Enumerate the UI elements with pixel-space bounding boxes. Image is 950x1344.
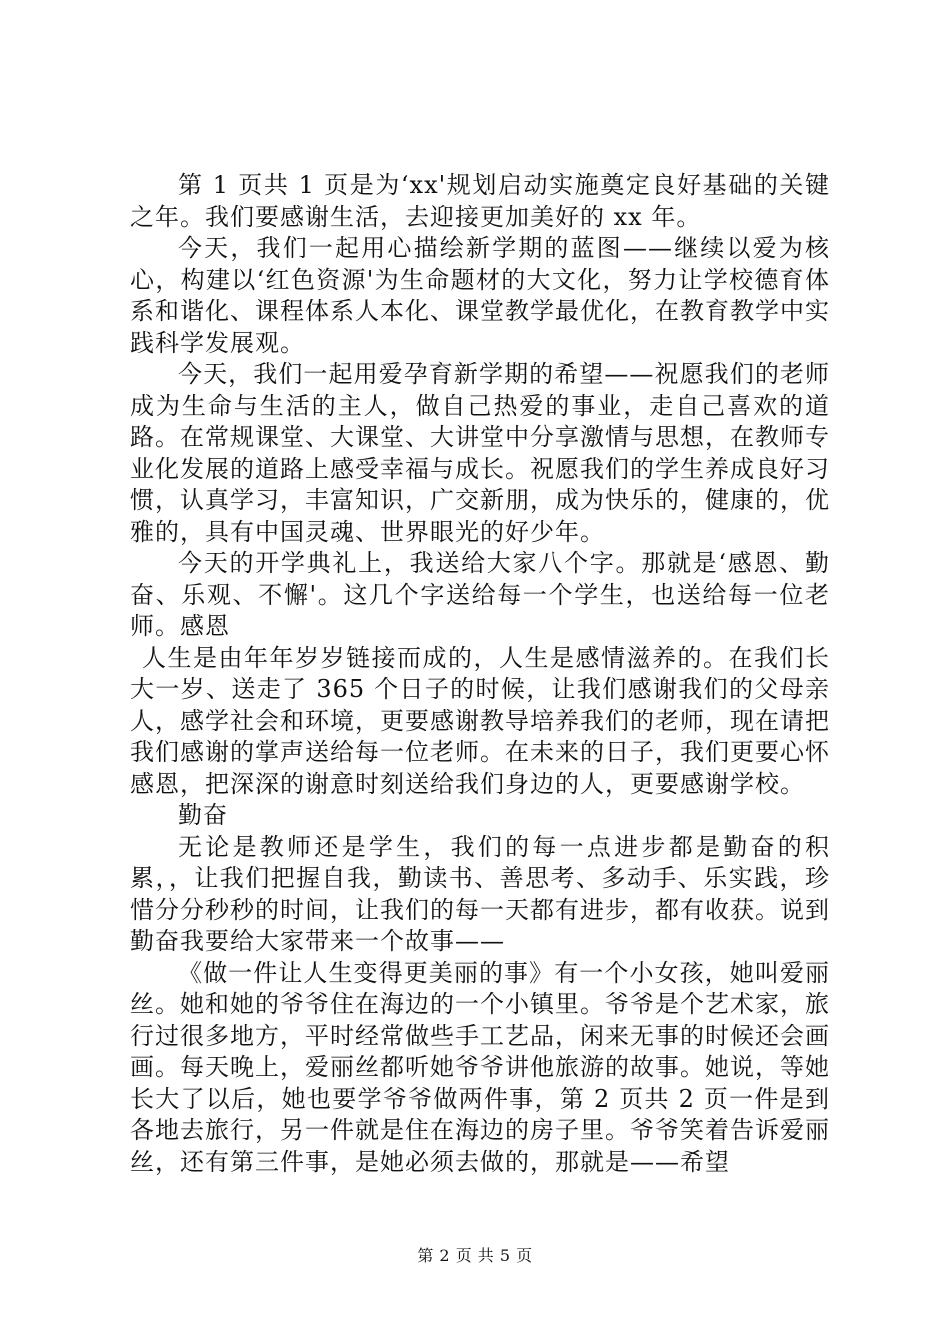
heading-diligence: 勤奋: [178, 801, 228, 829]
paragraph-intro: 第 1 页共 1 页是为‘xx'规划启动实施奠定良好基础的关键之年。我们要感谢生活，去迎接更加美好的 xx 年。: [130, 171, 830, 231]
paragraph-hope: 今天，我们一起用爱孕育新学期的希望——祝愿我们的老师成为生命与生活的主人，做自己热爱的事业，走自己喜欢的道路。在常规课堂、大课堂、大讲堂中分享激情与思想，在教师专业化发展的道路上感受幸福与成长。祝愿我们的学生养成良好习惯，认真学习，丰富知识，广交新朋，成为快乐的，健康的，优雅的，具有中国灵魂、世界眼光的好少年。: [130, 360, 830, 546]
document-body: [130, 170, 830, 1178]
page-footer: 第 2 页 共 5 页: [417, 1246, 533, 1265]
paragraph-story: 《做一件让人生变得更美丽的事》有一个小女孩，她叫爱丽丝。她和她的爷爷住在海边的一个小镇里。爷爷是个艺术家，旅行过很多地方，平时经常做些手工艺品，闲来无事的时候还会画画。每天晚上，爱丽丝都听她爷爷讲他旅游的故事。她说，等她长大了以后，她也要学爷爷做两件事，第 2 页共 2 页一件是到各地去旅行，另一件就是住在海边的房子里。爷爷笑着告诉爱丽丝，还有第三件事，是她必须去做的，那就是——希望: [130, 958, 830, 1176]
paragraph-gratitude: 人生是由年年岁岁链接而成的，人生是感情滋养的。在我们长大一岁、送走了 365 个日子的时候，让我们感谢我们的父母亲人，感学社会和环境，更要感谢教导培养我们的老师，现在请把我们感谢的掌声送给每一位老师。在未来的日子，我们更要心怀感恩，把深深的谢意时刻送给我们身边的人，更要感谢学校。: [130, 643, 830, 798]
paragraph-eight-words: 今天的开学典礼上，我送给大家八个字。那就是‘感恩、勤奋、乐观、不懈'。这几个字送给每一个学生，也送给每一位老师。感恩: [130, 549, 830, 640]
paragraph-blueprint: 今天，我们一起用心描绘新学期的蓝图——继续以爱为核心，构建以‘红色资源'为生命题材的大文化，努力让学校德育体系和谐化、课程体系人本化、课堂教学最优化，在教育教学中实践科学发展观。: [130, 234, 830, 357]
paragraph-diligence: 无论是教师还是学生，我们的每一点进步都是勤奋的积累，，让我们把握自我，勤读书、善思考、多动手、乐实践，珍惜分分秒秒的时间，让我们的每一天都有进步，都有收获。说到勤奋我要给大家带来一个故事——: [130, 832, 830, 955]
